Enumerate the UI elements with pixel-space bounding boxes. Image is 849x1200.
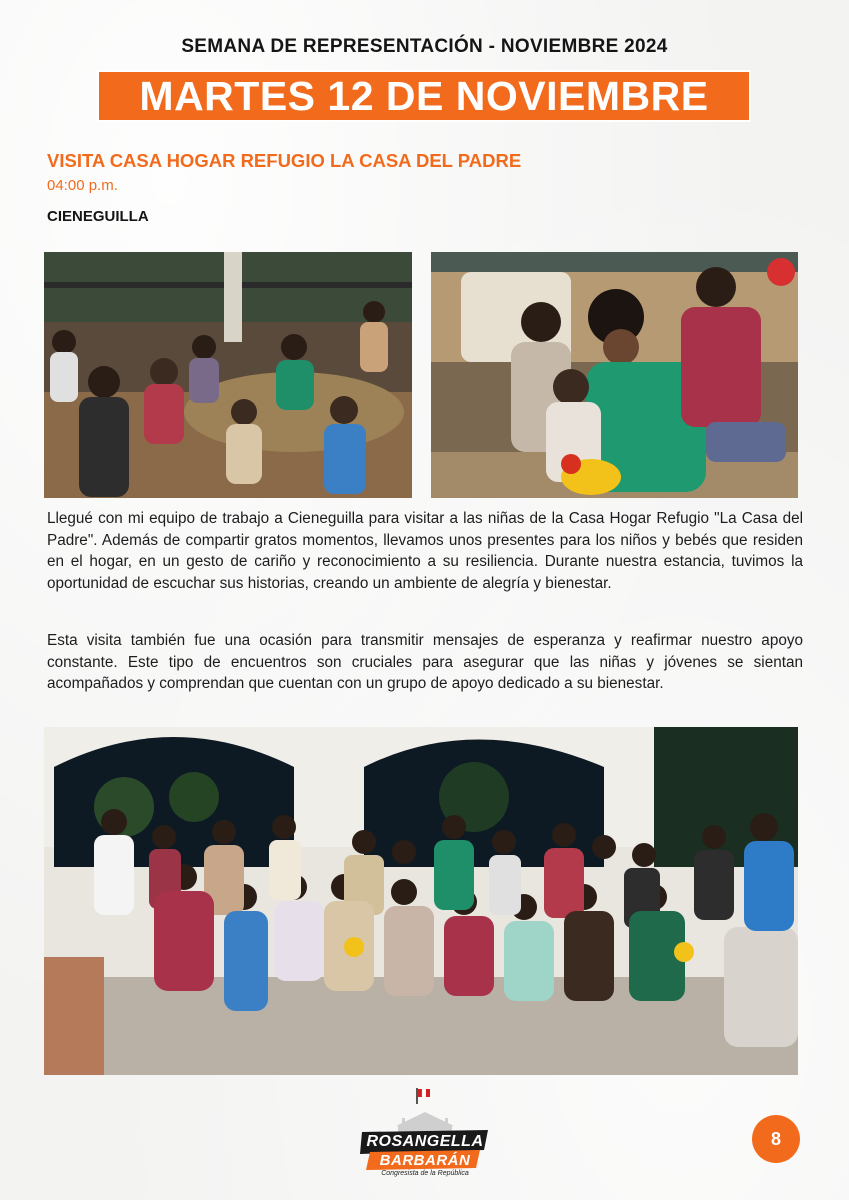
event-photo-group — [44, 727, 798, 1075]
logo-name-line1: ROSANGELLA — [366, 1133, 484, 1150]
congress-logo — [356, 1088, 494, 1180]
page-number: 8 — [752, 1115, 800, 1163]
event-time: 04:00 p.m. — [47, 177, 118, 194]
date-banner: MARTES 12 DE NOVIEMBRE — [97, 70, 751, 122]
logo-name-line2: BARBARÁN — [379, 1152, 471, 1169]
flag-icon — [416, 1088, 430, 1104]
event-photo-green-jacket — [431, 252, 798, 498]
week-label: SEMANA DE REPRESENTACIÓN - NOVIEMBRE 2024 — [181, 36, 668, 57]
event-photo-group-floor — [44, 252, 412, 498]
event-location: CIENEGUILLA — [47, 208, 149, 225]
logo-subtitle: Congresista de la República — [381, 1170, 469, 1177]
body-paragraph-2: Esta visita también fue una ocasión para transmitir mensajes de esperanza y reafirmar nuestro apoyo constante. Este tipo de encuentros son cruciales para asegurar que las niñas y jóvenes se sientan acompañados y comprendan que cuentan con un grupo de apoyo dedicado a su bienestar. — [47, 632, 803, 692]
event-title: VISITA CASA HOGAR REFUGIO LA CASA DEL PADRE — [47, 150, 522, 171]
body-paragraph-1: Llegué con mi equipo de trabajo a Cieneguilla para visitar a las niñas de la Casa Hogar Refugio "La Casa del Padre". Además de compartir gratos momentos, llevamos unos presentes para los niños y bebés que residen en el hogar, en un gesto de cariño y reconocimiento a su resiliencia. Durante nuestra estancia, tuvimos la oportunidad de escuchar sus historias, creando un ambiente de alegría y bienestar. — [47, 510, 803, 592]
